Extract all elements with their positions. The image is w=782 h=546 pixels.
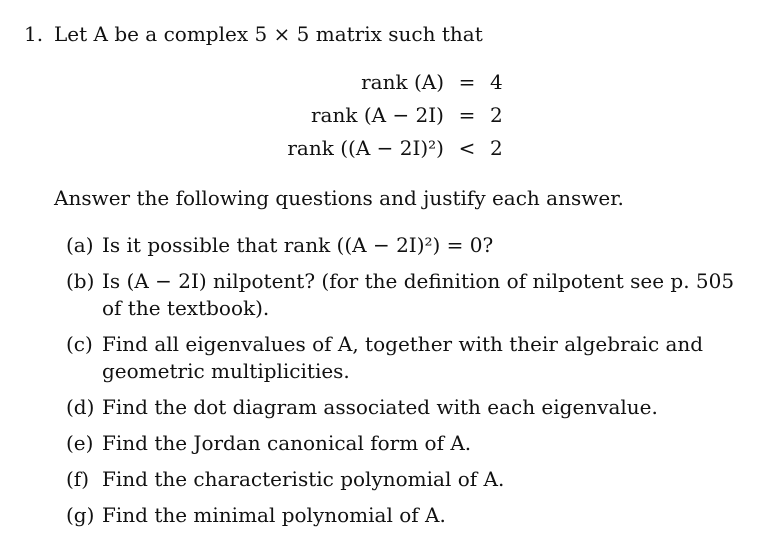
problem-intro: Let A be a complex 5 × 5 matrix such that: [54, 22, 483, 46]
equation-row: [0, 103, 782, 133]
instructions: Answer the following questions and justify each answer.: [54, 186, 624, 210]
question-label: (g): [66, 503, 95, 527]
equation-relation: =: [458, 103, 476, 127]
equation-lhs: rank (A − 2I): [311, 103, 444, 127]
question-text: Is (A − 2I) nilpotent? (for the definition of nilpotent see p. 505 of the textbook).: [102, 269, 735, 320]
question-label: (b): [66, 269, 95, 293]
equation-lhs: rank ((A − 2I)²): [287, 136, 444, 160]
question-text: Find the characteristic polynomial of A.: [102, 467, 505, 491]
question-label: (d): [66, 395, 95, 419]
equation-row: [0, 136, 782, 166]
question-item: [66, 268, 746, 322]
question-item: [66, 232, 746, 259]
question-text: Find the dot diagram associated with each eigenvalue.: [102, 395, 658, 419]
equation-relation: <: [458, 136, 476, 160]
question-label: (f): [66, 467, 90, 491]
question-label: (a): [66, 233, 94, 257]
equation-row: [0, 70, 782, 100]
question-item: [66, 331, 746, 385]
question-list: [66, 232, 746, 538]
question-text: Find the Jordan canonical form of A.: [102, 431, 472, 455]
question-text: Find all eigenvalues of A, together with their algebraic and geometric multiplicities.: [102, 332, 704, 383]
question-item: [66, 466, 746, 493]
problem-number: 1.: [24, 22, 44, 46]
question-text: Find the minimal polynomial of A.: [102, 503, 446, 527]
equation-rhs: 4: [490, 70, 503, 94]
question-label: (e): [66, 431, 94, 455]
equation-rhs: 2: [490, 103, 503, 127]
equation-lhs: rank (A): [361, 70, 444, 94]
equation-relation: =: [458, 70, 476, 94]
question-item: [66, 394, 746, 421]
question-text: Is it possible that rank ((A − 2I)²) = 0?: [102, 233, 494, 257]
question-label: (c): [66, 332, 93, 356]
equation-rhs: 2: [490, 136, 503, 160]
question-item: [66, 430, 746, 457]
question-item: [66, 502, 746, 529]
